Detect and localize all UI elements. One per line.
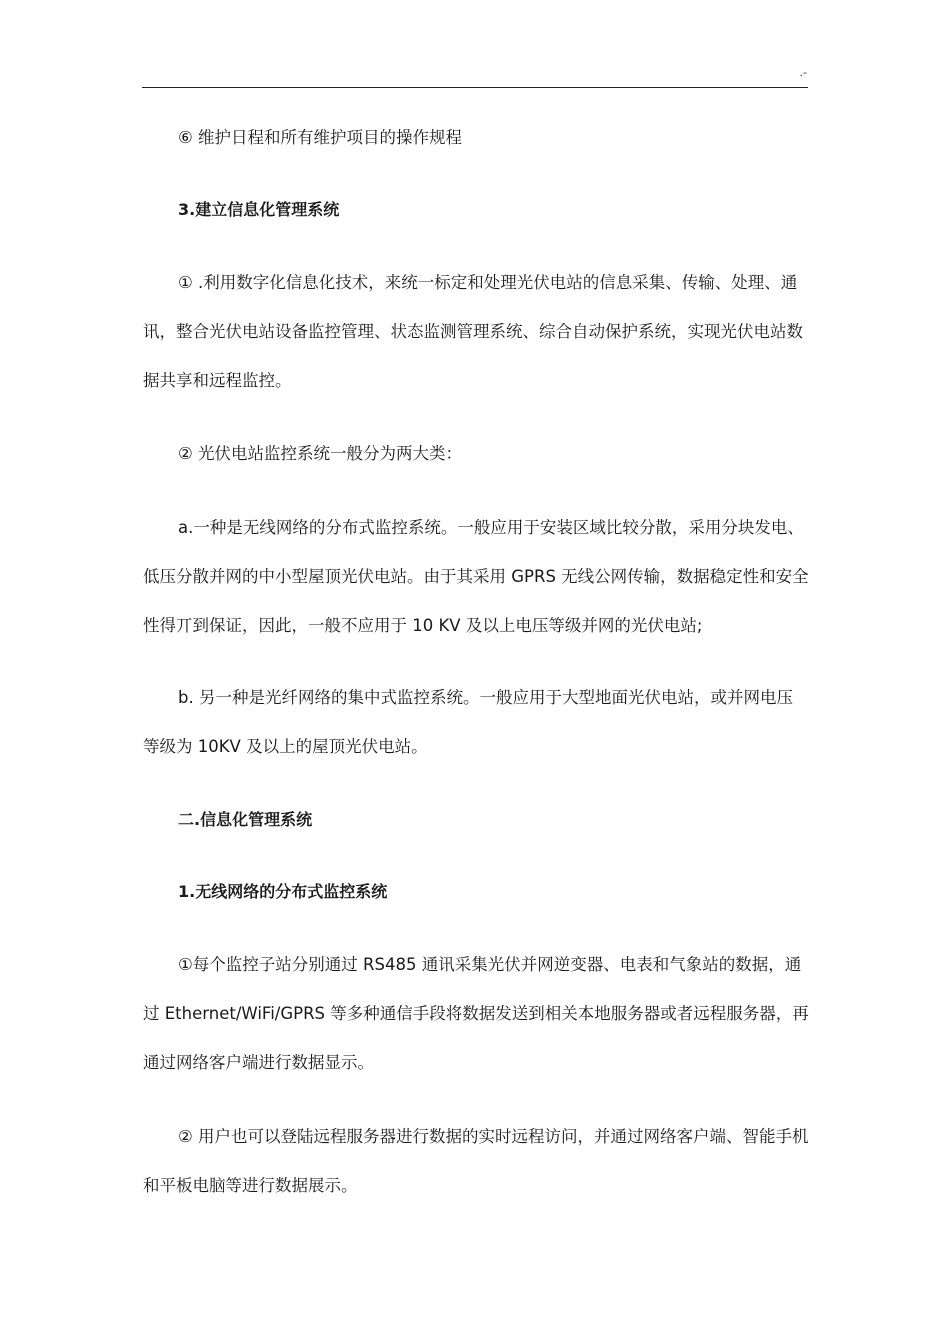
subsection-heading-1: 1.无线网络的分布式监控系统 (178, 882, 388, 901)
paragraph-type-a: a.一种是无线网络的分布式监控系统。一般应用于安装区域比较分散，采用分块发电、低压分散并网的中小型屋顶光伏电站。由于其采用 GPRS 无线公网传输，数据稳定性和安全性得丌到保证，因此，一般不应用于 10 KV 及以上电压等级并网的光伏电站; (143, 518, 809, 635)
list-item-maintenance-schedule: ⑥ 维护日程和所有维护项目的操作规程 (178, 128, 463, 147)
paragraph-remote-access: ② 用户也可以登陆远程服务器进行数据的实时远程访问，并通过网络客户端、智能手机和平板电脑等进行数据展示。 (143, 1127, 809, 1195)
paragraph-substation: ①每个监控子站分别通过 RS485 通讯采集光伏并网逆变器、电表和气象站的数据，通过 Ethernet/WiFi/GPRS 等多种通信手段将数据发送到相关本地服务器或者远程服务器，再通过网络客户端进行数据显示。 (143, 955, 809, 1072)
paragraph-two-types: ② 光伏电站监控系统一般分为两大类： (178, 444, 463, 463)
section-heading-2: 二.信息化管理系统 (178, 810, 313, 829)
paragraph-type-b: b. 另一种是光纤网络的集中式监控系统。一般应用于大型地面光伏电站，或并网电压等级为 10KV 及以上的屋顶光伏电站。 (143, 688, 793, 756)
section-heading-3: 3.建立信息化管理系统 (178, 200, 340, 219)
paragraph-digital-info: ① .利用数字化信息化技术，来统一标定和处理光伏电站的信息采集、传输、处理、通讯，整合光伏电站设备监控管理、状态监测管理系统、综合自动保护系统，实现光伏电站数据共享和远程监控。 (143, 273, 803, 390)
header-rule (142, 87, 808, 88)
header-mark: .- (799, 66, 807, 79)
